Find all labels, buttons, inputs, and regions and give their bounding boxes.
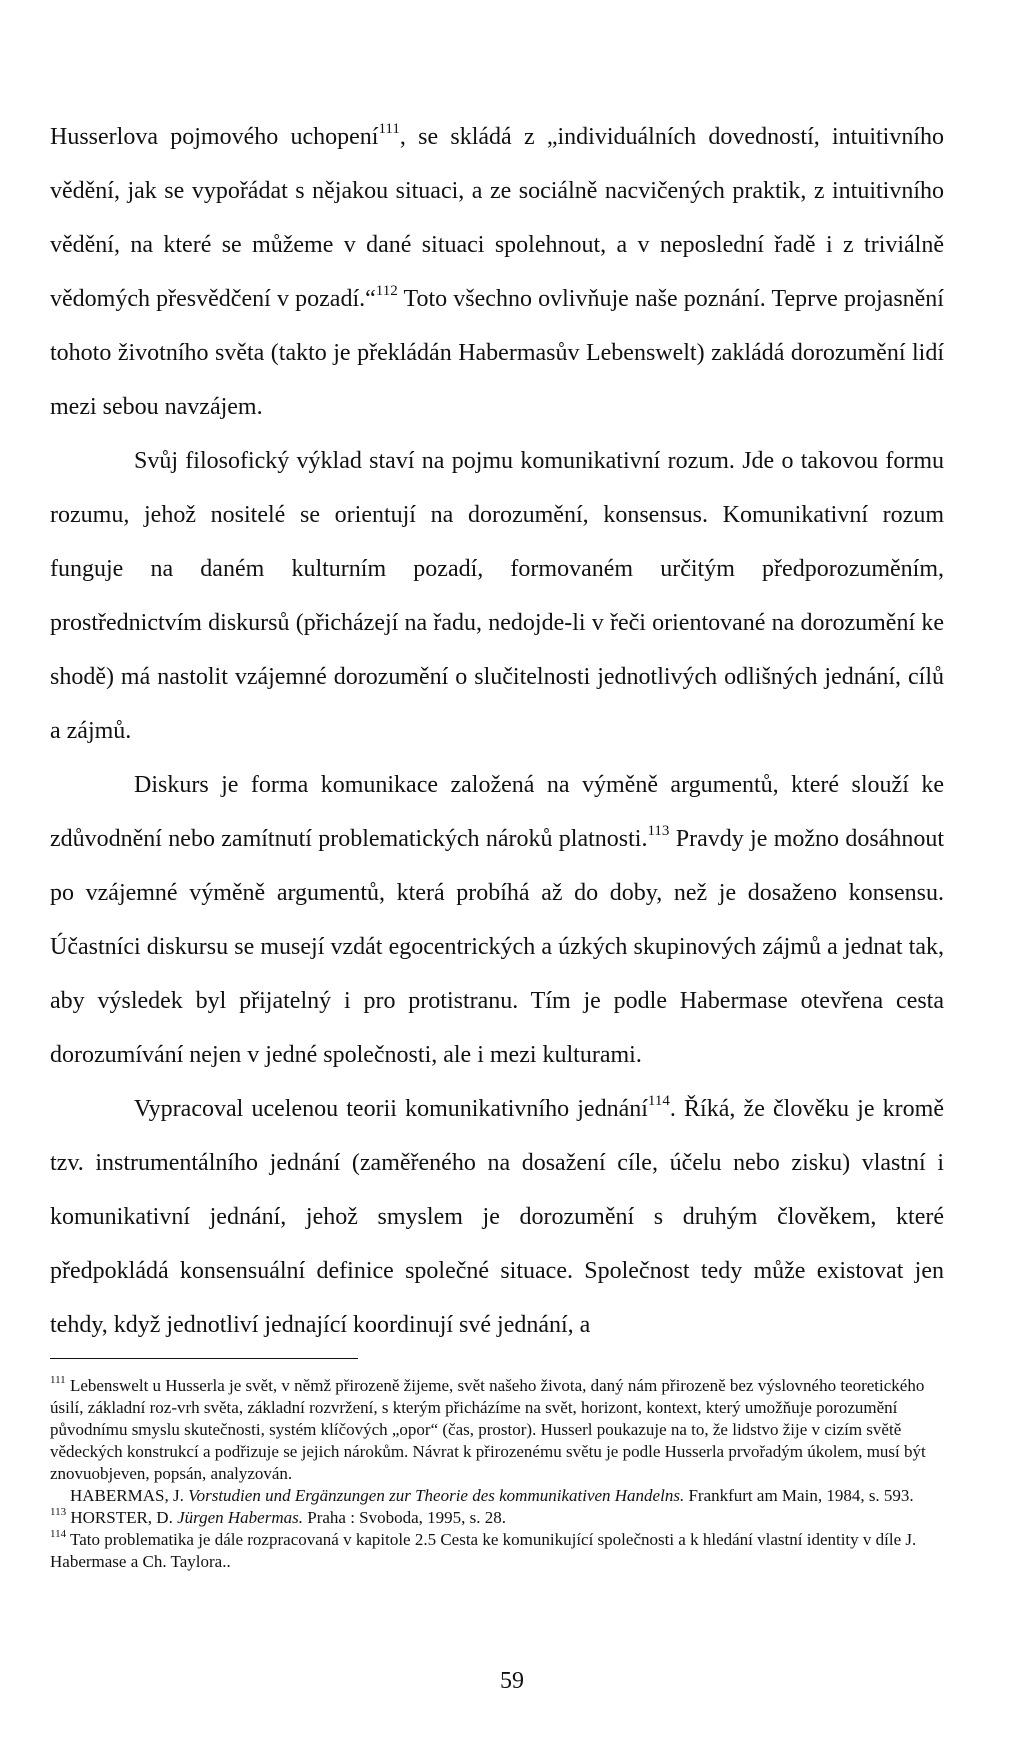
paragraph-2-text: Svůj filosofický výklad staví na pojmu komunikativní rozum. Jde o takovou formu rozumu, jehož nositelé se orientují na dorozumění, konsensus. Komunikativní rozum funguje na daném kulturním pozadí, formovaném určitým předporozuměním, prostřednictvím diskursů (přicházejí na řadu, nedojde-li v řeči orientované na dorozumění ke shodě) má nastolit vzájemné dorozumění o slučitelnosti jednotlivých odlišných jednání, cílů a zájmů. bbox=[50, 448, 944, 744]
paragraph-4-text-a: Vypracoval ucelenou teorii komunikativního jednání bbox=[134, 1096, 648, 1122]
body-text bbox=[50, 110, 944, 1352]
paragraph-1-text-c: Toto všechno ovlivňuje naše poznání. Teprve projasnění tohoto životního světa (takto je překládán Habermasův Lebenswelt) zakládá dorozumění lidí mezi sebou navzájem. bbox=[50, 286, 944, 420]
paragraph-2 bbox=[50, 434, 944, 758]
paragraph-4 bbox=[50, 1082, 944, 1352]
footnote-113-rest: Praha : Svoboda, 1995, s. 28. bbox=[302, 1508, 507, 1527]
footnote-112-rest: Frankfurt am Main, 1984, s. 593. bbox=[684, 1486, 914, 1505]
footnote-111 bbox=[50, 1375, 940, 1485]
footnote-113-author: HORSTER, D. bbox=[66, 1508, 178, 1527]
paragraph-4-text-b: . Říká, že člověku je kromě tzv. instrumentálního jednání (zaměřeného na dosažení cíle, účelu nebo zisku) vlastní i komunikativní jednání, jehož smyslem je dorozumění s druhým člověkem, které předpokládá konsensuální definice společné situace. Společnost tedy může existovat jen tehdy, když jednotliví jednající koordinují své jednání, a bbox=[50, 1096, 944, 1338]
page-number: 59 bbox=[500, 1668, 524, 1694]
footnote-separator bbox=[50, 1358, 358, 1359]
footnote-114-text: Tato problematika je dále rozpracovaná v kapitole 2.5 Cesta ke komunikující společnosti a k hledání vlastní identity v díle J. Habermase a Ch. Taylora.. bbox=[50, 1530, 917, 1571]
paragraph-3-text-b: Pravdy je možno dosáhnout po vzájemné výměně argumentů, která probíhá až do doby, než je dosaženo konsensu. Účastníci diskursu se musejí vzdát egocentrických a úzkých skupinových zájmů a jednat tak, aby výsledek byl přijatelný i pro protistranu. Tím je podle Habermase otevřena cesta dorozumívání nejen v jedné společnosti, ale i mezi kulturami. bbox=[50, 826, 944, 1068]
footnote-113-title: Jürgen Habermas. bbox=[177, 1508, 303, 1527]
footnote-114 bbox=[50, 1529, 940, 1573]
paragraph-3-text-a: Diskurs je forma komunikace založená na výměně argumentů, které slouží ke zdůvodnění nebo zamítnutí problematických nároků platnosti. bbox=[50, 772, 944, 852]
footnote-number-111: 111 bbox=[50, 1374, 66, 1387]
paragraph-3 bbox=[50, 758, 944, 1082]
footnote-ref-113: 113 bbox=[647, 823, 670, 839]
footnote-ref-114: 114 bbox=[647, 1093, 670, 1109]
footnote-112-title: Vorstudien und Ergänzungen zur Theorie des kommunikativen Handelns. bbox=[188, 1486, 685, 1505]
footnotes bbox=[50, 1375, 940, 1573]
footnote-ref-111: 111 bbox=[378, 121, 400, 137]
paragraph-1 bbox=[50, 110, 944, 434]
footnote-number-113: 113 bbox=[50, 1506, 67, 1519]
paragraph-1-text-b: , se skládá z „individuálních dovedností, intuitivního vědění, jak se vypořádat s nějakou situaci, a ze sociálně nacvičených praktik, z intuitivního vědění, na které se můžeme v dané situaci spolehnout, a v neposlední řadě i z triviálně vědomých přesvědčení v pozadí.“ bbox=[50, 124, 945, 312]
footnote-111-text: Lebenswelt u Husserla je svět, v němž přirozeně žijeme, svět našeho života, daný nám přirozeně bez výslovného teoretického úsilí, základní roz-vrh světa, základní rozvržení, s kterým přicházíme na svět, horizont, kontext, který umožňuje porozumění původnímu smyslu skutečnosti, systém klíčových „opor“ (čas, prostor). Husserl poukazuje na to, že lidstvo žije v cizím světě vědeckých konstrukcí a podřizuje se jejich nárokům. Návrat k přirozenému světu je podle Husserla prvořadým úkolem, musí být znovuobjeven, popsán, analyzován. bbox=[50, 1376, 926, 1483]
footnote-112 bbox=[50, 1485, 940, 1507]
footnote-112-author: HABERMAS, J. bbox=[70, 1486, 189, 1505]
paragraph-1-text-a: Husserlova pojmového uchopení bbox=[50, 124, 379, 150]
footnote-ref-112: 112 bbox=[375, 283, 398, 299]
footnote-113 bbox=[50, 1507, 940, 1529]
footnote-number-114: 114 bbox=[50, 1528, 67, 1541]
